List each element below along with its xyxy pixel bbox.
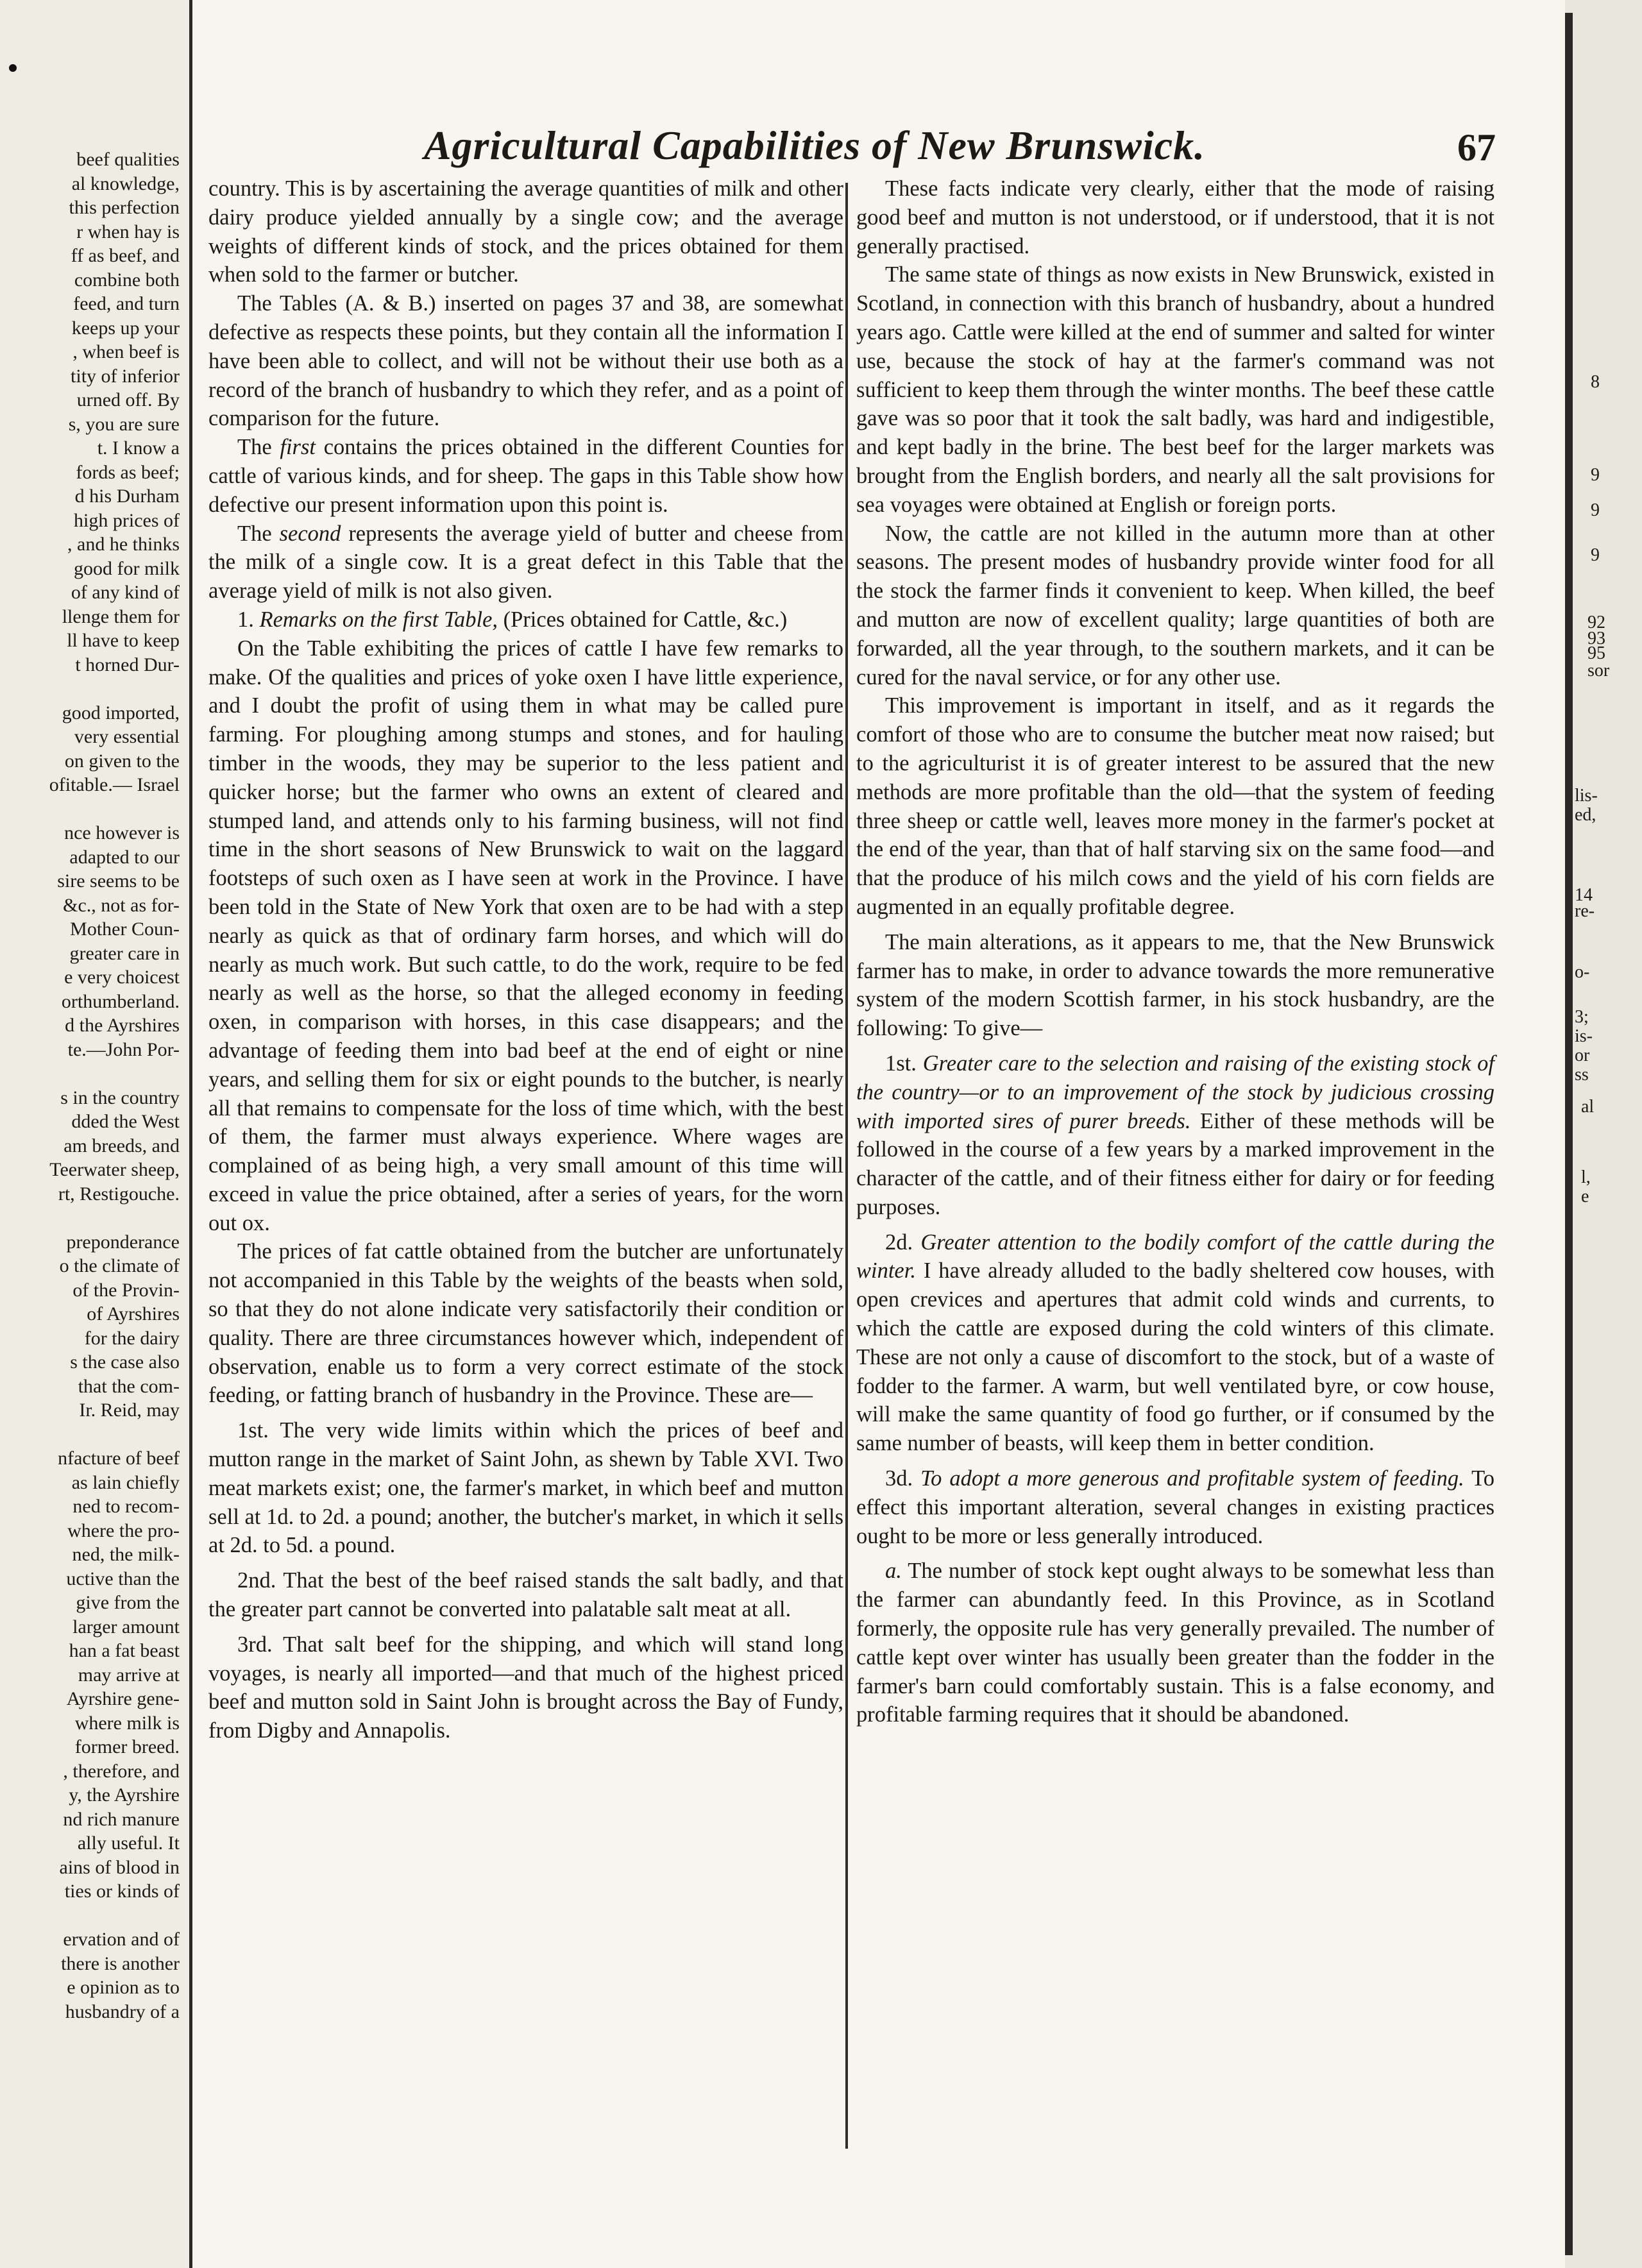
facing-page-line: d the Ayrshires: [65, 1015, 180, 1036]
facing-page-line: [0, 1206, 180, 1230]
facing-page-line: preponderance: [66, 1231, 180, 1253]
facing-page-line: ties or kinds of: [64, 1881, 180, 1902]
facing-page-line: rt, Restigouche.: [58, 1183, 180, 1205]
facing-page-line: , and he thinks: [67, 534, 180, 555]
paragraph: The prices of fat cattle obtained from the butcher are unfortunately not accompanied in this Table by the weights of the beasts when sold, so that they do not alone indicate very satisfactorily their condition or quality. There are three circumstances however which, independent of observation, enable us to form a very correct estimate of the stock feeding, or fatting branch of husbandry in the Province. These are—: [208, 1239, 843, 1408]
facing-page-line: s, you are sure: [68, 413, 180, 435]
facing-page-line: orthumberland.: [61, 990, 180, 1012]
facing-page-line: uctive than the: [66, 1568, 180, 1589]
next-page-line: o-: [1575, 962, 1590, 982]
facing-page-line: on given to the: [64, 750, 180, 772]
facing-page-line: ally useful. It: [77, 1832, 180, 1854]
facing-page-line: nfacture of beef: [58, 1448, 180, 1469]
facing-page-line: of Ayrshires: [87, 1303, 180, 1324]
facing-page-line: keeps up your: [71, 317, 180, 339]
paragraph: The same state of things as now exists in New Brunswick, existed in Scotland, in connection with this branch of husbandry, about a hundred years ago. Cattle were killed at the end of summer and salted for winter use, because the stock of hay at the farmer's command was not sufficient to keep them through the winter months. The beef these cattle gave was so poor that it took the salt badly, was hard and indigestible, and kept badly in the brine. The best beef for the larger markets was brought from the English borders, and nearly all the salt provisions for sea voyages were obtained at English or foreign ports.: [856, 262, 1494, 517]
list-item: 3rd. That salt beef for the shipping, and which will stand long voyages, is nearly all imported—and that much of the highest priced beef and mutton sold in Saint John is brought across the Bay of Fundy, from Digby and Annapolis.: [208, 1632, 843, 1743]
facing-page-line: where milk is: [74, 1712, 180, 1734]
next-page-line: re-: [1575, 901, 1595, 921]
facing-page-line: han a fat beast: [69, 1640, 180, 1661]
facing-page-line: ofitable.— Israel: [49, 774, 180, 795]
next-page-edge: [1565, 0, 1642, 2268]
facing-page-line: Mother Coun-: [70, 918, 180, 940]
facing-page-line: good for milk: [74, 557, 180, 579]
facing-page-line: beef qualities: [76, 149, 180, 170]
facing-page-line: where the pro-: [67, 1519, 180, 1541]
next-page-line: 8: [1591, 372, 1600, 392]
paragraph: The main alterations, as it appears to me, that the New Brunswick farmer has to make, in order to advance towards the more remunerative system of the modern Scottish farmer, in his stock husbandry, are the following: To give—: [856, 929, 1494, 1041]
facing-page-line: nd rich manure: [63, 1808, 180, 1830]
facing-page-line: [0, 797, 180, 822]
facing-page-line: for the dairy: [84, 1327, 180, 1349]
facing-page-line: former breed.: [74, 1736, 180, 1757]
paragraph: The Tables (A. & B.) inserted on pages 37 and 38, are somewhat defective as respects these points, but they contain all the information I have been able to collect, and will not be without their use both as a record of the branch of husbandry to which they refer, and as a point of comparison for the future.: [208, 291, 843, 431]
facing-page-line: as lain chiefly: [71, 1471, 180, 1493]
facing-page-line: very essential: [74, 726, 180, 747]
facing-page-line: urned off. By: [76, 389, 180, 410]
next-page-line: ss: [1575, 1065, 1589, 1085]
paragraph: This improvement is important in itself, and as it regards the comfort of those who are to consume the butcher meat now raised; but to the agriculturist it is of greater interest to be assured that the new methods are more profitable than the old—that the system of feeding three sheep or cattle well, leaves more money in the farmer's pocket at the end of the year, than that of half starving six on the same food—and that the produce of his milch cows and the yield of his corn fields are augmented in an equally profitable degree.: [856, 693, 1494, 919]
paragraph: On the Table exhibiting the prices of cattle I have few remarks to make. Of the qualities and prices of yoke oxen I have little experience, and I doubt the profit of using them in what may be called pure farming. For ploughing among stumps and stones, and for hauling timber in the woods, they may be superior to the less patient and quicker horse; but the farmer who owns an extent of cleared and stumped land, and attends only to his farming business, will not find time in the short seasons of New Brunswick to wait on the laggard footsteps of such oxen as I have seen at work in the Province. I have been told in the State of New York that oxen are to be had with a step nearly as quick as that of ordinary farm horses, and which will do nearly as much work. But such cattle, to do the work, require to be fed nearly as well as the horse, so that the alleged economy in feeding oxen, in comparison with horses, in this case disappears; and the advantage of feeding them into bad beef at the end of eight or nine years, and selling them for six or eight pounds to the butcher, is nearly all that remains to compensate for the loss of time which, with the best of them, the farmer must always experience. Where wages are complained of as being high, a very small amount of this time will exceed in value the price obtained, after a series of years, for the worn out ox.: [208, 636, 843, 1235]
next-page-line: 9: [1591, 465, 1600, 485]
facing-page-line: e opinion as to: [67, 1977, 180, 1998]
next-page-line: 14: [1575, 885, 1593, 905]
facing-page-line: d his Durham: [74, 486, 180, 507]
facing-page-line: t horned Dur-: [75, 654, 180, 675]
facing-page-line: larger amount: [72, 1616, 180, 1638]
next-page-line: 93: [1587, 629, 1605, 648]
list-item: 3d. To adopt a more generous and profitable system of feeding. To effect this important alteration, several changes in existing practices ought to be more or less generally introduced.: [856, 1466, 1495, 1548]
list-item: 2nd. That the best of the beef raised stands the salt badly, and that the greater part cannot be converted into palatable salt meat at all.: [208, 1568, 843, 1622]
facing-page-line: tity of inferior: [71, 365, 180, 387]
facing-page-line: al knowledge,: [71, 173, 180, 194]
next-page-line: lis-: [1575, 786, 1598, 806]
next-page-line: l,: [1581, 1167, 1591, 1187]
next-page-line: 9: [1591, 545, 1600, 565]
facing-page-line: [0, 1904, 180, 1928]
facing-page-line: good imported,: [62, 702, 180, 724]
facing-page-line: Ayrshire gene-: [66, 1688, 180, 1709]
facing-page-line: give from the: [76, 1592, 180, 1613]
facing-page-line: ervation and of: [63, 1929, 180, 1950]
facing-page-line: e very choicest: [64, 967, 180, 988]
list-item: a. The number of stock kept ought always to be somewhat less than the farmer can abundantly feed. In this Province, as in Scotland formerly, the opposite rule has very generally prevailed. The number of cattle kept over winter has usually been greater than the fodder in the farmer's barn could comfortably sustain. This is a false economy, and profitable farming requires that it should be abandoned.: [856, 1559, 1494, 1727]
facing-page-line: [0, 677, 180, 701]
facing-page-line: feed, and turn: [73, 293, 180, 314]
paragraph: The first contains the prices obtained in the different Counties for cattle of various kinds, and for sheep. The gaps in this Table show how defective our present information upon this point is.: [208, 435, 844, 517]
facing-page-line: Teerwater sheep,: [49, 1159, 180, 1180]
facing-page-line: ll have to keep: [67, 630, 180, 651]
right-column: [856, 174, 1494, 1729]
column-divider: [845, 183, 848, 2149]
facing-page-line: adapted to our: [69, 846, 180, 868]
paragraph: country. This is by ascertaining the average quantities of milk and other dairy produce yielded annually by a single cow; and the average weights of different kinds of stock, and the prices obtained for them when sold to the farmer or butcher.: [208, 176, 843, 287]
next-page-line: sor: [1587, 661, 1610, 681]
running-head: Agricultural Capabilities of New Brunswick.: [423, 123, 1206, 168]
facing-page-line: nce however is: [64, 822, 180, 843]
facing-page-line: high prices of: [74, 509, 180, 531]
next-page-line: e: [1581, 1187, 1589, 1206]
facing-page-line: ned, the milk-: [72, 1544, 180, 1565]
page-number: 67: [1457, 126, 1496, 169]
facing-page-line: sire seems to be: [57, 870, 180, 892]
facing-page-line: husbandry of a: [65, 2001, 180, 2022]
paragraph: The second represents the average yield of butter and cheese from the milk of a single cow. It is a great defect in this Table that the average yield of milk is not also given.: [208, 521, 843, 604]
facing-page-line: combine both: [74, 269, 180, 291]
paragraph: Now, the cattle are not killed in the autumn more than at other seasons. The present modes of husbandry provide winter food for all the stock the farmer finds it convenient to keep. When killed, the beef and mutton are now of excellent quality; large quantities of both are forwarded, all the year through, to the southern markets, and it can be cured for the naval service, or for any other use.: [856, 521, 1494, 690]
next-page-line: al: [1581, 1097, 1595, 1117]
facing-page-line: am breeds, and: [63, 1135, 180, 1156]
next-page-line: 3;: [1575, 1007, 1589, 1027]
list-item: 1st. Greater care to the selection and raising of the existing stock of the country—or to an improvement of the stock by judicious crossing with imported sires of purer breeds. Either of these methods will be followed in the course of a few years by a marked improvement in the character of the cattle, and of their fitness either for dairy or for feeding purposes.: [856, 1051, 1495, 1219]
list-item: 2d. Greater attention to the bodily comfort of the cattle during the winter. I have already alluded to the badly sheltered cow houses, with open crevices and apertures that admit cold winds and currents, to which the cattle are exposed during the cold winters of this climate. These are not only a cause of discomfort to the stock, but of a waste of fodder to the farmer. A warm, but well ventilated byre, or cow house, will make the same quantity of food go further, or if consumed by the same number of beasts, will keep them in better condition.: [856, 1230, 1495, 1456]
facing-page-line: [0, 1423, 180, 1447]
facing-page-line: te.—John Por-: [67, 1038, 180, 1060]
facing-page-line: that the com-: [78, 1375, 180, 1397]
facing-page-line: r when hay is: [76, 221, 180, 242]
next-page-line: 9: [1591, 500, 1600, 520]
facing-page-line: y, the Ayrshire: [69, 1784, 180, 1806]
facing-page-line: , when beef is: [72, 341, 180, 362]
facing-page-line: may arrive at: [78, 1664, 180, 1686]
next-page-line: 92: [1587, 613, 1605, 632]
facing-page-line: fords as beef;: [76, 461, 180, 483]
facing-page-line: t. I know a: [97, 437, 180, 459]
facing-page-line: &c., not as for-: [63, 894, 180, 916]
left-column: [208, 174, 843, 1745]
paragraph: These facts indicate very clearly, either that the mode of raising good beef and mutton is not understood, or if understood, that it is not generally practised.: [856, 176, 1494, 258]
facing-page-line: of the Provin-: [72, 1279, 180, 1301]
facing-page-line: dded the West: [71, 1111, 180, 1132]
next-page-line: or: [1575, 1045, 1590, 1065]
facing-page-line: o the climate of: [59, 1255, 180, 1276]
facing-page-line: s in the country: [60, 1087, 180, 1108]
facing-page-line: , therefore, and: [63, 1760, 180, 1782]
facing-page-line: ains of blood in: [59, 1856, 180, 1878]
facing-page-line: greater care in: [69, 942, 180, 964]
next-page-line: 95: [1587, 643, 1605, 663]
facing-page-line: Ir. Reid, may: [79, 1400, 180, 1421]
facing-page-line: s the case also: [70, 1351, 180, 1373]
facing-page-text-fragments: [0, 148, 180, 2024]
facing-page-line: there is another: [61, 1952, 180, 1974]
next-page-line: ed,: [1575, 805, 1596, 825]
facing-page-line: ff as beef, and: [71, 245, 180, 266]
facing-page-line: llenge them for: [62, 605, 180, 627]
facing-page-line: this perfection: [69, 197, 180, 218]
next-page-line: is-: [1575, 1026, 1593, 1046]
facing-page-line: ned to recom-: [72, 1496, 180, 1517]
facing-page-line: of any kind of: [71, 582, 180, 603]
facing-page-line: [0, 1062, 180, 1086]
section-heading: 1. Remarks on the first Table, (Prices obtained for Cattle, &c.): [237, 607, 788, 632]
bullet-mark: [9, 64, 17, 72]
list-item: 1st. The very wide limits within which the prices of beef and mutton range in the market of Saint John, as shewn by Table XVI. Two meat markets exist; one, the farmer's market, in which beef and mutton sell at 1d. to 2d. a pound; another, the butcher's market, in which it sells at 2d. to 5d. a pound.: [208, 1418, 843, 1558]
